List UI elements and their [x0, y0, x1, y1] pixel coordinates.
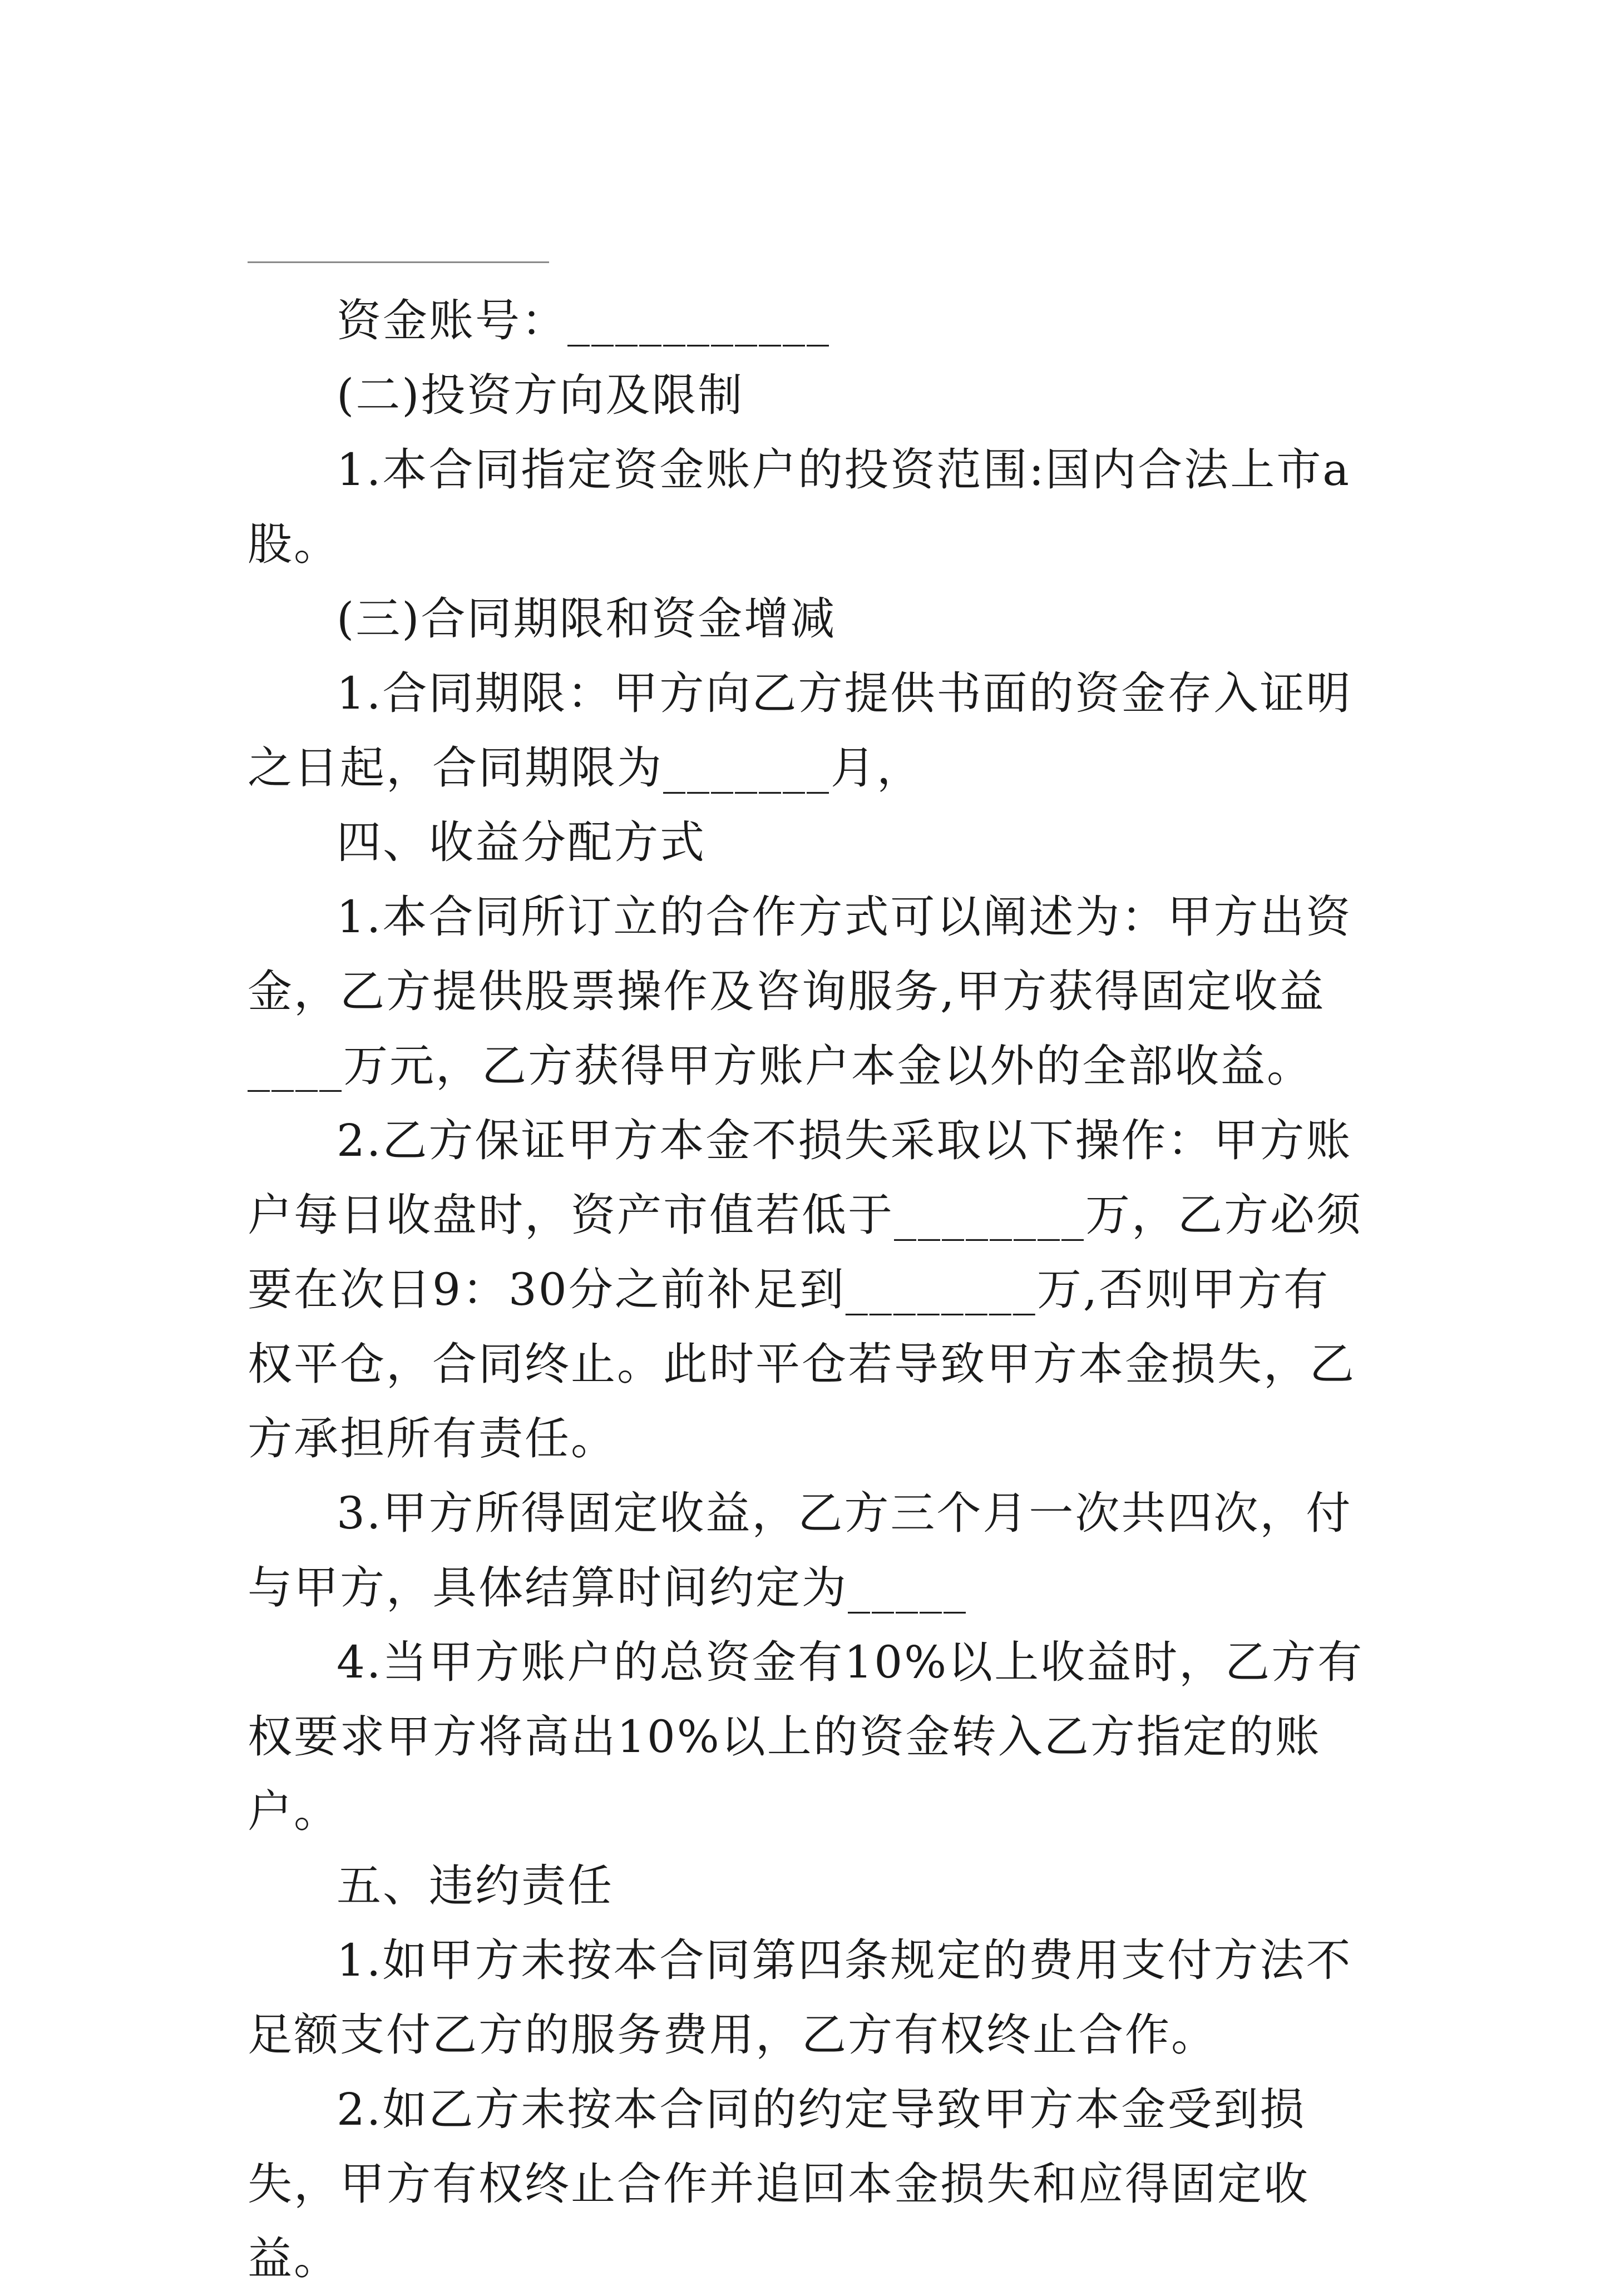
- paragraph-cooperation-mode: 1.本合同所订立的合作方式可以阐述为：甲方出资金，乙方提供股票操作及咨询服务,甲方获得固定收益____万元，乙方获得甲方账户本金以外的全部收益。: [248, 891, 1352, 1092]
- heading-profit-distribution: 四、收益分配方式: [337, 817, 706, 868]
- paragraph-party-b-breach: 2.如乙方未按本合同的约定导致甲方本金受到损失，甲方有权终止合作并追回本金损失和应得固定收益。: [248, 2084, 1310, 2284]
- contract-body: [248, 284, 1366, 2296]
- paragraph-excess-transfer: 4.当甲方账户的总资金有10%以上收益时，乙方有权要求甲方将高出10%以上的资金转入乙方指定的账户。: [248, 1636, 1364, 1837]
- heading-investment-direction: (二)投资方向及限制: [337, 369, 744, 421]
- paragraph-principal-guarantee: 2.乙方保证甲方本金不损失采取以下操作：甲方账户每日收盘时，资产市值若低于________万，乙方必须要在次日9：30分之前补足到________万,否则甲方有权平仓，合同终止。此时平仓若导致甲方本金损失，乙方承担所有责任。: [248, 1115, 1362, 1464]
- heading-breach-liability: 五、违约责任: [337, 1860, 614, 1912]
- paragraph-investment-scope: 1.本合同指定资金账户的投资范围:国内合法上市a股。: [248, 444, 1351, 570]
- paragraph-fixed-income-payment: 3.甲方所得固定收益，乙方三个月一次共四次，付与甲方，具体结算时间约定为_____: [248, 1487, 1352, 1614]
- heading-contract-term: (三)合同期限和资金增减: [337, 593, 837, 645]
- paragraph-party-a-breach: 1.如甲方未按本合同第四条规定的费用支付方法不足额支付乙方的服务费用，乙方有权终止合作。: [248, 1934, 1352, 2061]
- top-divider: [248, 261, 549, 263]
- paragraph-fund-account: 资金账号：___________: [337, 295, 831, 347]
- paragraph-contract-term: 1.合同期限：甲方向乙方提供书面的资金存入证明之日起，合同期限为_______月，: [248, 667, 1352, 794]
